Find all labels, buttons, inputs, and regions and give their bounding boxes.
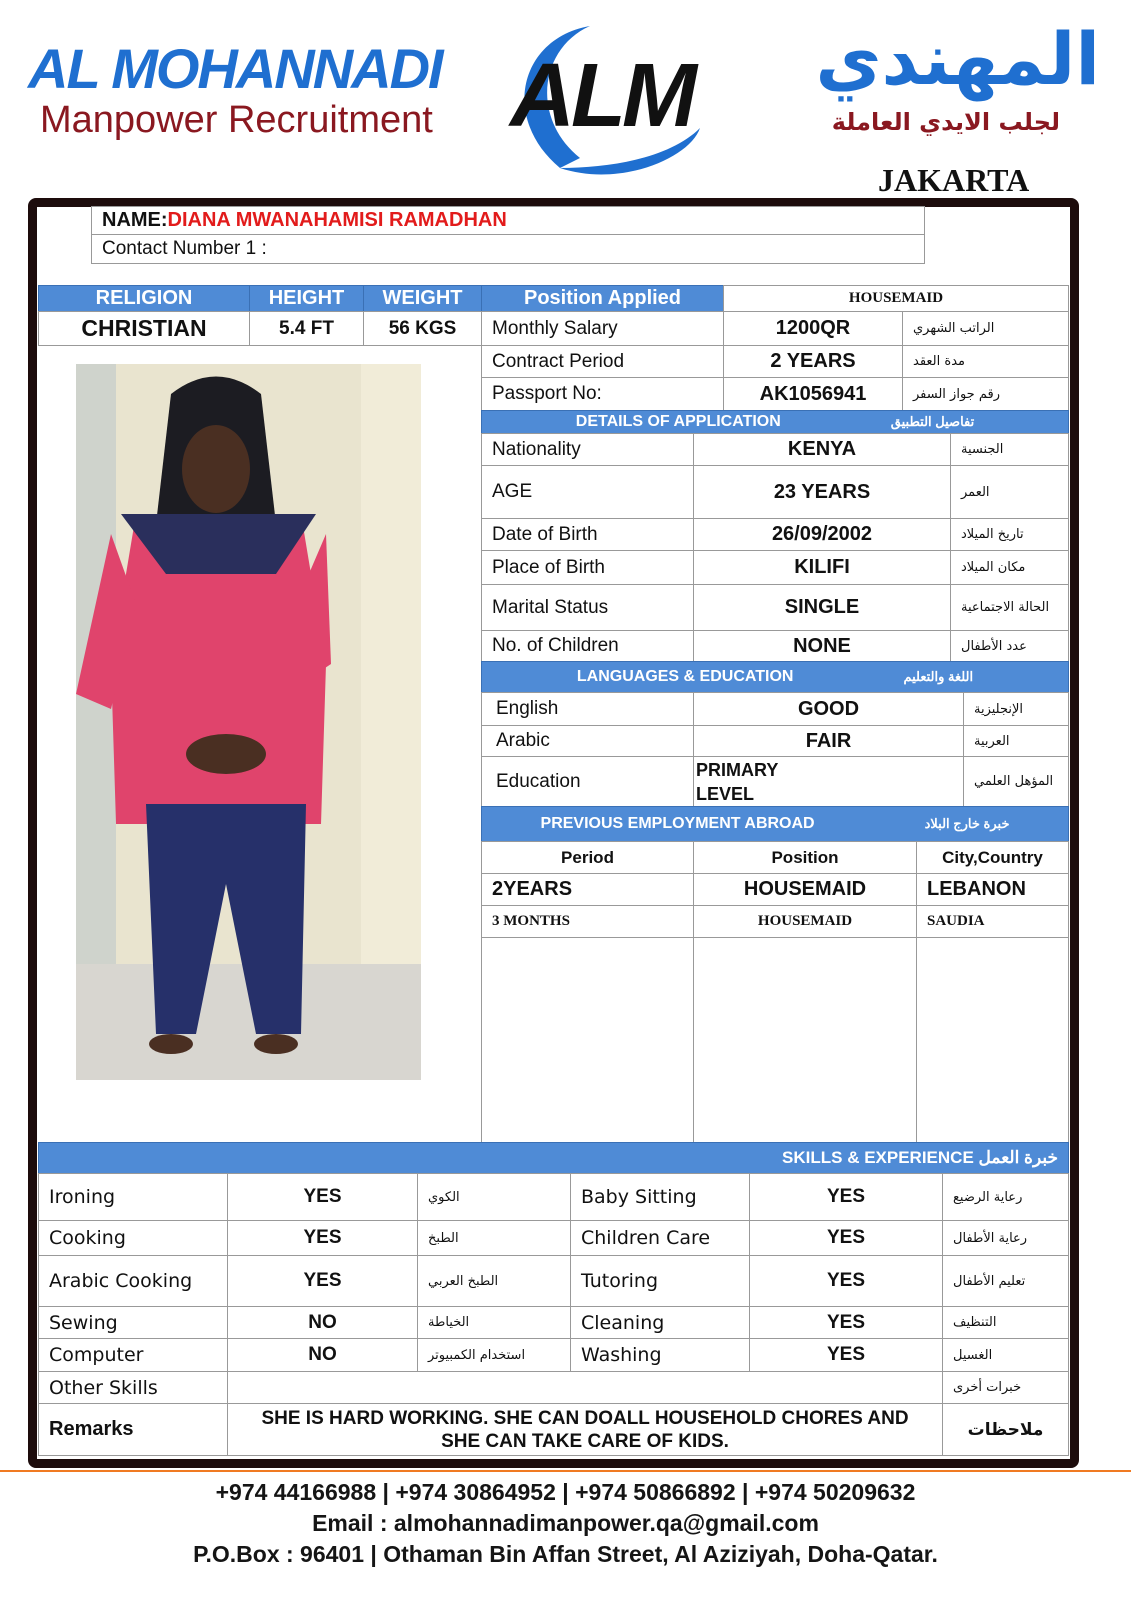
skill-label: Cleaning [570, 1306, 750, 1339]
candidate-photo [76, 364, 421, 1080]
skill-label-ar: رعاية الرضيع [942, 1173, 1069, 1221]
brand-arabic: المهندي [815, 17, 1100, 101]
weight-value: 56 KGS [363, 311, 482, 346]
weight-header: WEIGHT [363, 285, 482, 312]
brand-mark: ALM [510, 46, 693, 146]
language-label: Arabic [481, 725, 694, 757]
position-value: HOUSEMAID [723, 285, 1069, 312]
detail-label: AGE [481, 465, 694, 519]
employment-cell: SAUDIA [916, 905, 1069, 938]
section-title: DETAILS OF APPLICATION [575, 413, 781, 430]
term-label: Contract Period [481, 345, 724, 378]
employment-empty-cell [916, 937, 1069, 1143]
employment-col-header: Position [693, 841, 917, 874]
skills-title-ar: خبرة العمل [978, 1148, 1058, 1167]
language-label: English [481, 692, 694, 726]
other-skills-label: Other Skills [38, 1371, 228, 1404]
detail-label-ar: مكان الميلاد [950, 550, 1069, 585]
term-label: Passport No: [481, 377, 724, 411]
detail-label: Place of Birth [481, 550, 694, 585]
term-label-ar: مدة العقد [902, 345, 1069, 378]
brand-arabic-subtitle: لجلب الايدي العاملة [831, 108, 1060, 136]
skill-value: YES [227, 1255, 418, 1307]
skill-label-ar: رعاية الأطفال [942, 1220, 1069, 1256]
employment-col-header: City,Country [916, 841, 1069, 874]
languages-header [481, 661, 1069, 693]
footer-divider [0, 1470, 1131, 1472]
skill-label: Sewing [38, 1306, 228, 1339]
employment-cell: HOUSEMAID [693, 873, 917, 906]
position-header: Position Applied [481, 285, 724, 312]
employment-empty-cell [693, 937, 917, 1143]
section-title-ar: اللغة والتعليم [903, 669, 974, 684]
skill-label-ar: الطبخ العربي [417, 1255, 571, 1307]
employment-cell: LEBANON [916, 873, 1069, 906]
section-title-ar: تفاصيل التطبيق [890, 414, 975, 429]
detail-label-ar: عدد الأطفال [950, 630, 1069, 662]
skills-header [38, 1142, 1069, 1174]
employment-cell: 2YEARS [481, 873, 694, 906]
detail-value: NONE [693, 630, 951, 662]
employment-col-header: Period [481, 841, 694, 874]
name-row [91, 206, 925, 235]
language-value: FAIR [693, 725, 964, 757]
skill-label: Computer [38, 1338, 228, 1372]
detail-value: SINGLE [693, 584, 951, 631]
language-value: PRIMARY LEVEL [693, 756, 833, 807]
skills-title: SKILLS & EXPERIENCE [782, 1148, 974, 1167]
contact-row: Contact Number 1 : [91, 234, 925, 264]
skill-label-ar: الكوي [417, 1173, 571, 1221]
detail-value: 23 YEARS [693, 465, 951, 519]
language-value: GOOD [693, 692, 964, 726]
skill-value: YES [749, 1255, 943, 1307]
skill-label-ar: الطبخ [417, 1220, 571, 1256]
other-skills-value [227, 1371, 943, 1404]
section-title-ar: خبرة خارج البلاد [924, 816, 1010, 831]
other-skills-ar: خبرات أخرى [942, 1371, 1069, 1404]
office-city: JAKARTA [878, 162, 1030, 198]
detail-value: 26/09/2002 [693, 518, 951, 551]
section-title: PREVIOUS EMPLOYMENT ABROAD [540, 815, 815, 832]
remarks-label: Remarks [38, 1403, 228, 1456]
skill-label: Baby Sitting [570, 1173, 750, 1221]
language-label-ar: المؤهل العلمي [963, 756, 1069, 807]
term-label-ar: رقم جواز السفر [902, 377, 1069, 411]
name-label: NAME: [102, 209, 168, 231]
language-label-ar: العربية [963, 725, 1069, 757]
height-value: 5.4 FT [249, 311, 364, 346]
term-value: 2 YEARS [723, 345, 903, 378]
skill-value: NO [227, 1306, 418, 1339]
skill-label: Children Care [570, 1220, 750, 1256]
education-blank [830, 756, 964, 807]
detail-label: Nationality [481, 433, 694, 466]
term-label: Monthly Salary [481, 311, 724, 346]
detail-label: Date of Birth [481, 518, 694, 551]
skill-label-ar: الغسيل [942, 1338, 1069, 1372]
detail-label: Marital Status [481, 584, 694, 631]
footer-phones: +974 44166988 | +974 30864952 | +974 50866892 | +974 50209632 [215, 1479, 916, 1505]
details-header [481, 410, 1069, 434]
skill-label: Ironing [38, 1173, 228, 1221]
remarks-value: SHE IS HARD WORKING. SHE CAN DOALL HOUSEHOLD CHORES AND SHE CAN TAKE CARE OF KIDS. [227, 1403, 943, 1456]
employment-cell: 3 MONTHS [481, 905, 694, 938]
term-value: AK1056941 [723, 377, 903, 411]
employment-cell: HOUSEMAID [693, 905, 917, 938]
detail-label-ar: العمر [950, 465, 1069, 519]
skill-label: Tutoring [570, 1255, 750, 1307]
skill-label-ar: التنظيف [942, 1306, 1069, 1339]
height-header: HEIGHT [249, 285, 364, 312]
language-label-ar: الإنجليزية [963, 692, 1069, 726]
skill-value: YES [227, 1220, 418, 1256]
skill-value: NO [227, 1338, 418, 1372]
language-label: Education [481, 756, 694, 807]
remarks-ar: ملاحظات [942, 1403, 1069, 1456]
term-label-ar: الراتب الشهري [902, 311, 1069, 346]
skill-value: YES [749, 1306, 943, 1339]
skill-label-ar: تعليم الأطفال [942, 1255, 1069, 1307]
section-title: LANGUAGES & EDUCATION [576, 668, 794, 685]
skill-label-ar: الخياطة [417, 1306, 571, 1339]
brand-subtitle: Manpower Recruitment [40, 99, 433, 141]
skill-label: Arabic Cooking [38, 1255, 228, 1307]
footer-email: Email : almohannadimanpower.qa@gmail.com [312, 1510, 819, 1536]
candidate-name: DIANA MWANAHAMISI RAMADHAN [167, 209, 507, 231]
detail-label-ar: الحالة الاجتماعية [950, 584, 1069, 631]
skill-value: YES [227, 1173, 418, 1221]
detail-value: KENYA [693, 433, 951, 466]
detail-label-ar: الجنسية [950, 433, 1069, 466]
detail-label-ar: تاريخ الميلاد [950, 518, 1069, 551]
footer-address: P.O.Box : 96401 | Othaman Bin Affan Street, Al Aziziyah, Doha-Qatar. [193, 1541, 938, 1567]
skill-value: YES [749, 1220, 943, 1256]
skill-label: Washing [570, 1338, 750, 1372]
religion-header: RELIGION [38, 285, 250, 312]
skill-value: YES [749, 1338, 943, 1372]
skill-label: Cooking [38, 1220, 228, 1256]
detail-label: No. of Children [481, 630, 694, 662]
term-value: 1200QR [723, 311, 903, 346]
skill-label-ar: استخدام الكمبيوتر [417, 1338, 571, 1372]
religion-value: CHRISTIAN [38, 311, 250, 346]
employment-empty-cell [481, 937, 694, 1143]
employment-header [481, 806, 1069, 842]
brand-name: AL MOHANNADI [28, 37, 442, 100]
detail-value: KILIFI [693, 550, 951, 585]
skill-value: YES [749, 1173, 943, 1221]
